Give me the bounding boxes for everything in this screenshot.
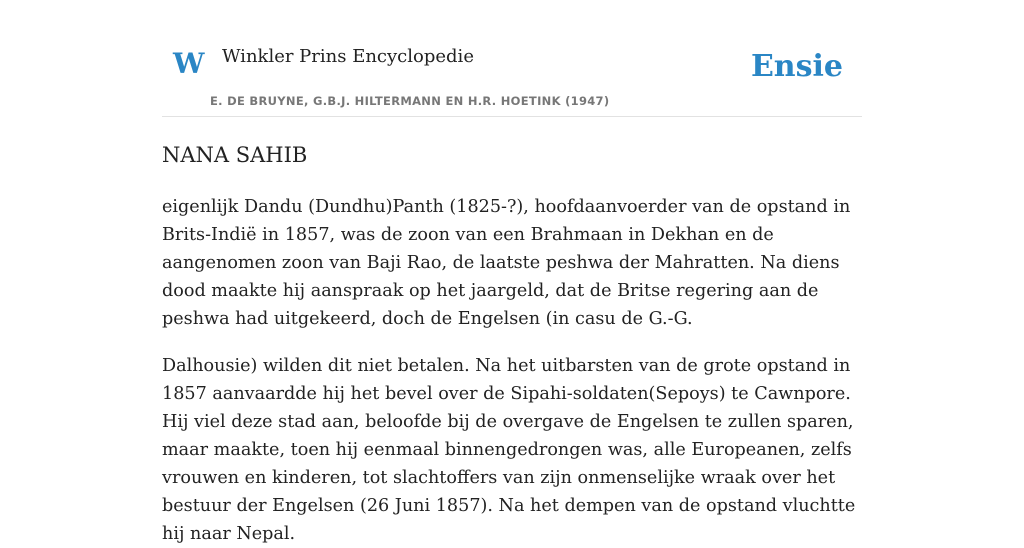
- article-paragraph-2: Dalhousie) wilden dit niet betalen. Na het uitbarsten van de grote opstand in 1857 aanvaardde hij het bevel over de Sipahi-soldaten(Sepoys) te Cawnpore. Hij viel deze stad aan, beloofde bij de overgave de Engelsen te zullen sparen, maar maakte, toen hij eenmaal binnengedrongen was, alle Europeanen, zelfs vrouwen en kinderen, tot slachtoffers van zijn onmenselijke wraak over het bestuur der Engelsen (26 Juni 1857). Na het dempen van de opstand vluchtte hij naar Nepal.: [162, 356, 856, 544]
- article-title: NANA SAHIB: [162, 143, 308, 167]
- source-authors: E. DE BRUYNE, G.B.J. HILTERMANN EN H.R. HOETINK (1947): [210, 94, 610, 108]
- ensie-brand-logo[interactable]: Ensie: [750, 49, 843, 84]
- encyclopedia-logo[interactable]: W: [173, 47, 205, 80]
- article-paragraph-1: eigenlijk Dandu (Dundhu)Panth (1825-?), hoofdaanvoerder van de opstand in Brits-Indië in 1857, was de zoon van een Brahmaan in Dekhan en de aangenomen zoon van Baji Rao, de laatste peshwa der Mahratten. Na diens dood maakte hij aanspraak op het jaargeld, dat de Britse regering aan de peshwa had uitgekeerd, doch de Engelsen (in casu de G.-G.: [162, 197, 851, 329]
- source-header: [162, 0, 862, 117]
- source-title-link[interactable]: Winkler Prins Encyclopedie: [222, 46, 474, 67]
- article: [162, 140, 862, 548]
